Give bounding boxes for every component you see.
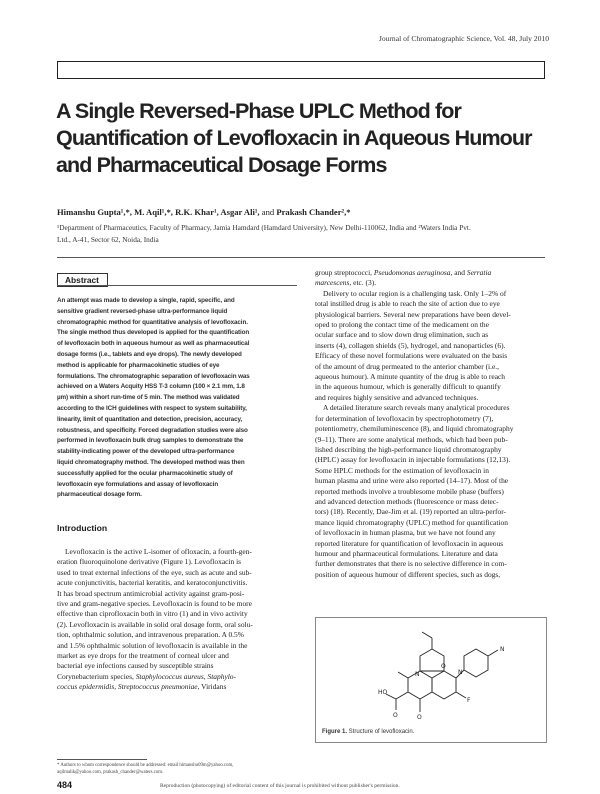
right-line: of the amount of drug permeated to the anterior chamber (i.e.,	[315, 361, 500, 371]
footnote-rule	[57, 759, 147, 760]
svg-text:N: N	[500, 646, 505, 653]
right-line: of levofloxacin in human plasma, but we have not found any	[315, 528, 496, 538]
figure-label: Figure 1.	[322, 729, 348, 735]
right-line: and requires highly sensitive and advanced techniques.	[315, 392, 479, 402]
right-line: reported literature for quantification of levofloxacin in aqueous	[315, 538, 504, 548]
abstract-line: robustness, and specificity. Forced degradation studies were also	[57, 426, 248, 434]
right-line: oped to prolong the contact time of the medicament on the	[315, 320, 489, 330]
abstract-label: Abstract	[57, 273, 108, 287]
abstract-line: An attempt was made to develop a single, rapid, specific, and	[57, 297, 235, 304]
intro-line: market as eye drops for the treatment of corneal ulcer and	[57, 651, 229, 661]
intro-line: It has broad spectrum antimicrobial activity against gram-posi-	[57, 588, 245, 598]
title-line: and Pharmaceutical Dosage Forms	[56, 153, 387, 177]
right-line: physiological barriers. Several new preparations have been devel-	[315, 309, 511, 319]
intro-line: tion, ophthalmic solution, and intravenous preparation. A 0.5%	[57, 630, 244, 640]
svg-text:HO: HO	[378, 689, 388, 696]
affiliation-line: Ltd., A-41, Sector 62, Noida, India	[57, 235, 159, 244]
abstract-body	[57, 296, 297, 501]
abstract-line: chromatographic method for quantitative analysis of levofloxacin.	[57, 318, 248, 326]
svg-text:O: O	[441, 663, 446, 670]
figure-1-box	[315, 617, 547, 743]
intro-line: used to treat external infections of the eye, such as acute and sub-	[57, 567, 252, 577]
svg-text:F: F	[467, 697, 471, 704]
intro-line: (2). Levofloxacin is available in solid oral dosage form, oral solu-	[57, 619, 253, 629]
intro-line: coccus epidermidis, Streptococcus pneumoniae, Viridans	[57, 682, 227, 692]
intro-line: effective than ciprofloxacin both in vitro (1) and in vivo activity	[57, 609, 248, 619]
copyright-note: Reproduction (photocopying) of editorial content of this journal is prohibited without publisher's permission.	[160, 783, 400, 789]
abstract-line: linearity, limit of quantitation and detection, precision, accuracy,	[57, 415, 243, 423]
right-line: and advanced detection methods (fluorescence or mass detec-	[315, 496, 499, 506]
right-line: humour and pharmaceutical formulations. Literature and data	[315, 548, 498, 558]
right-line: potentiometry, chemiluminescence (8), and liquid chromatography	[315, 424, 514, 434]
right-line: ocular surface and to slow down drug elimination, such as	[315, 330, 489, 340]
affiliations	[57, 222, 547, 246]
intro-line: Corynebacterium species, Staphylococcus aureus, Staphylo-	[57, 671, 237, 681]
right-line: further demonstrates that there is no selective difference in com-	[315, 559, 507, 569]
right-line: Efficacy of these novel formulations were evaluated on the basis	[315, 351, 508, 361]
abstract-line: liquid chromatography method. The developed method was then	[57, 458, 245, 466]
svg-text:N: N	[415, 671, 420, 678]
right-line: aqueous humour). A minute quantity of the drug is able to reach	[315, 372, 506, 382]
paper-title	[56, 98, 546, 179]
right-line: inserts (4), collagen shields (5), hydrogel, and nanoparticles (6).	[315, 340, 506, 350]
footnote-line: aqilmalik@yahoo.com, prakash_chander@waters.com.	[57, 770, 164, 775]
abstract-line: The single method thus developed is applied for the quantification	[57, 329, 250, 337]
figure-1-caption	[322, 729, 414, 735]
abstract-line: performed in levofloxacin bulk drug samples to demonstrate the	[57, 437, 244, 445]
right-line: Delivery to ocular region is a challenging task. Only 1–2% of	[323, 288, 507, 298]
author-conjunction: and	[261, 207, 275, 217]
right-line: group streptococci, Pseudomonas aeruginosa, and Serratia	[315, 268, 492, 277]
abstract-line: µm) within a short run-time of 5 min. The method was validated	[57, 394, 240, 402]
correspondence-footnote	[57, 762, 297, 776]
right-line: reported methods involve a troublesome mobile phase (buffers)	[315, 486, 504, 496]
intro-line: eration fluoroquinolone derivative (Figure 1). Levofloxacin is	[57, 557, 242, 567]
right-line: A detailed literature search reveals many analytical procedures	[323, 403, 510, 413]
svg-text:O: O	[417, 714, 422, 721]
intro-line: acute conjunctivitis, bacterial keratitis, and keratoconjunctivitis.	[57, 578, 248, 588]
abstract-rule	[57, 285, 297, 286]
intro-line: tive and gram-negative species. Levofloxacin is found to be more	[57, 599, 252, 609]
author-list	[57, 207, 351, 217]
intro-line: and 1.5% ophthalmic solution of levofloxacin is available in the	[57, 640, 248, 650]
abstract-line: of levofloxacin both in aqueous humour as well as pharmaceutical	[57, 340, 250, 348]
intro-line: Levofloxacin is the active L-isomer of ofloxacin, a fourth-gen-	[65, 547, 252, 556]
right-line: total instilled drug is able to reach the site of action due to eye	[315, 299, 500, 309]
right-line: in the aqueous humour, which is generally difficult to quantify	[315, 382, 501, 392]
abstract-line: levofloxacin eye formulations and assay of levofloxacin	[57, 480, 219, 488]
abstract-line: according to the ICH guidelines with respect to system suitability,	[57, 404, 247, 412]
title-line: Quantification of Levofloxacin in Aqueous Humour	[56, 126, 532, 150]
header-rule	[57, 257, 545, 258]
banner-box	[57, 61, 545, 79]
abstract-line: sensitive gradient reversed-phase ultra-performance liquid	[57, 307, 228, 315]
right-line: position of aqueous humour of different species, such as dogs,	[315, 569, 501, 579]
author-names: Himanshu Gupta¹,*, M. Aqil¹,*, R.K. Khar¹, Asgar Ali¹,	[57, 207, 260, 217]
levofloxacin-structure-image	[316, 618, 546, 742]
page-number: 484	[57, 780, 73, 790]
author-last: Prakash Chander²,*	[276, 207, 351, 217]
right-line: mance liquid chromatography (UPLC) method for quantification	[315, 517, 508, 527]
abstract-line: method is applicable for pharmacokinetic studies of eye	[57, 361, 220, 369]
svg-text:O: O	[393, 712, 398, 719]
introduction-heading: Introduction	[57, 523, 108, 533]
abstract-line: achieved on a Waters Acquity HSS T-3 column (100 × 2.1 mm, 1.8	[57, 383, 245, 391]
right-line: tors) (18). Recently, Dae-Jim et al. (19) reported an ultra-perfor-	[315, 507, 507, 517]
right-line: (HPLC) assay for levofloxacin in injectable formulations (12,13).	[315, 455, 511, 465]
right-line: lished describing the high-performance liquid chromatography	[315, 444, 502, 454]
footnote-line: * Authors to whom correspondence should be addressed: email himanshu09m@yahoo.com,	[57, 763, 234, 768]
journal-header: Journal of Chromatographic Science, Vol. 48, July 2010	[378, 34, 549, 43]
introduction-body	[57, 547, 297, 693]
abstract-line: successfully applied for the ocular pharmacokinetic study of	[57, 469, 233, 477]
figure-caption-text: Structure of levofloxacin.	[347, 729, 415, 735]
abstract-line: formulations. The chromatographic separation of levofloxacin was	[57, 372, 250, 380]
right-line: (9–11). There are some analytical methods, which had been pub-	[315, 434, 508, 444]
right-line: marcescens, etc. (3).	[315, 278, 377, 288]
abstract-line: pharmaceutical dosage form.	[57, 491, 142, 499]
right-line: human plasma and urine were also reported (14–17). Most of the	[315, 476, 509, 486]
abstract-line: stability-indicating power of the developed ultra-performance	[57, 448, 235, 456]
intro-line: bacterial eye infections caused by susceptible strains	[57, 661, 214, 671]
affiliation-line: ¹Department of Pharmaceutics, Faculty of Pharmacy, Jamia Hamdard (Hamdard University), New Delhi-110062, India and ²Waters India Pvt.	[57, 223, 471, 232]
right-line: for determination of levofloxacin by spectrophotometry (7),	[315, 413, 494, 423]
right-line: Some HPLC methods for the estimation of levofloxacin in	[315, 465, 489, 475]
svg-text:N: N	[458, 669, 463, 676]
right-column-body	[315, 268, 547, 580]
title-line: A Single Reversed-Phase UPLC Method for	[56, 99, 461, 123]
abstract-line: dosage forms (i.e., tablets and eye drops). The newly developed	[57, 350, 242, 358]
